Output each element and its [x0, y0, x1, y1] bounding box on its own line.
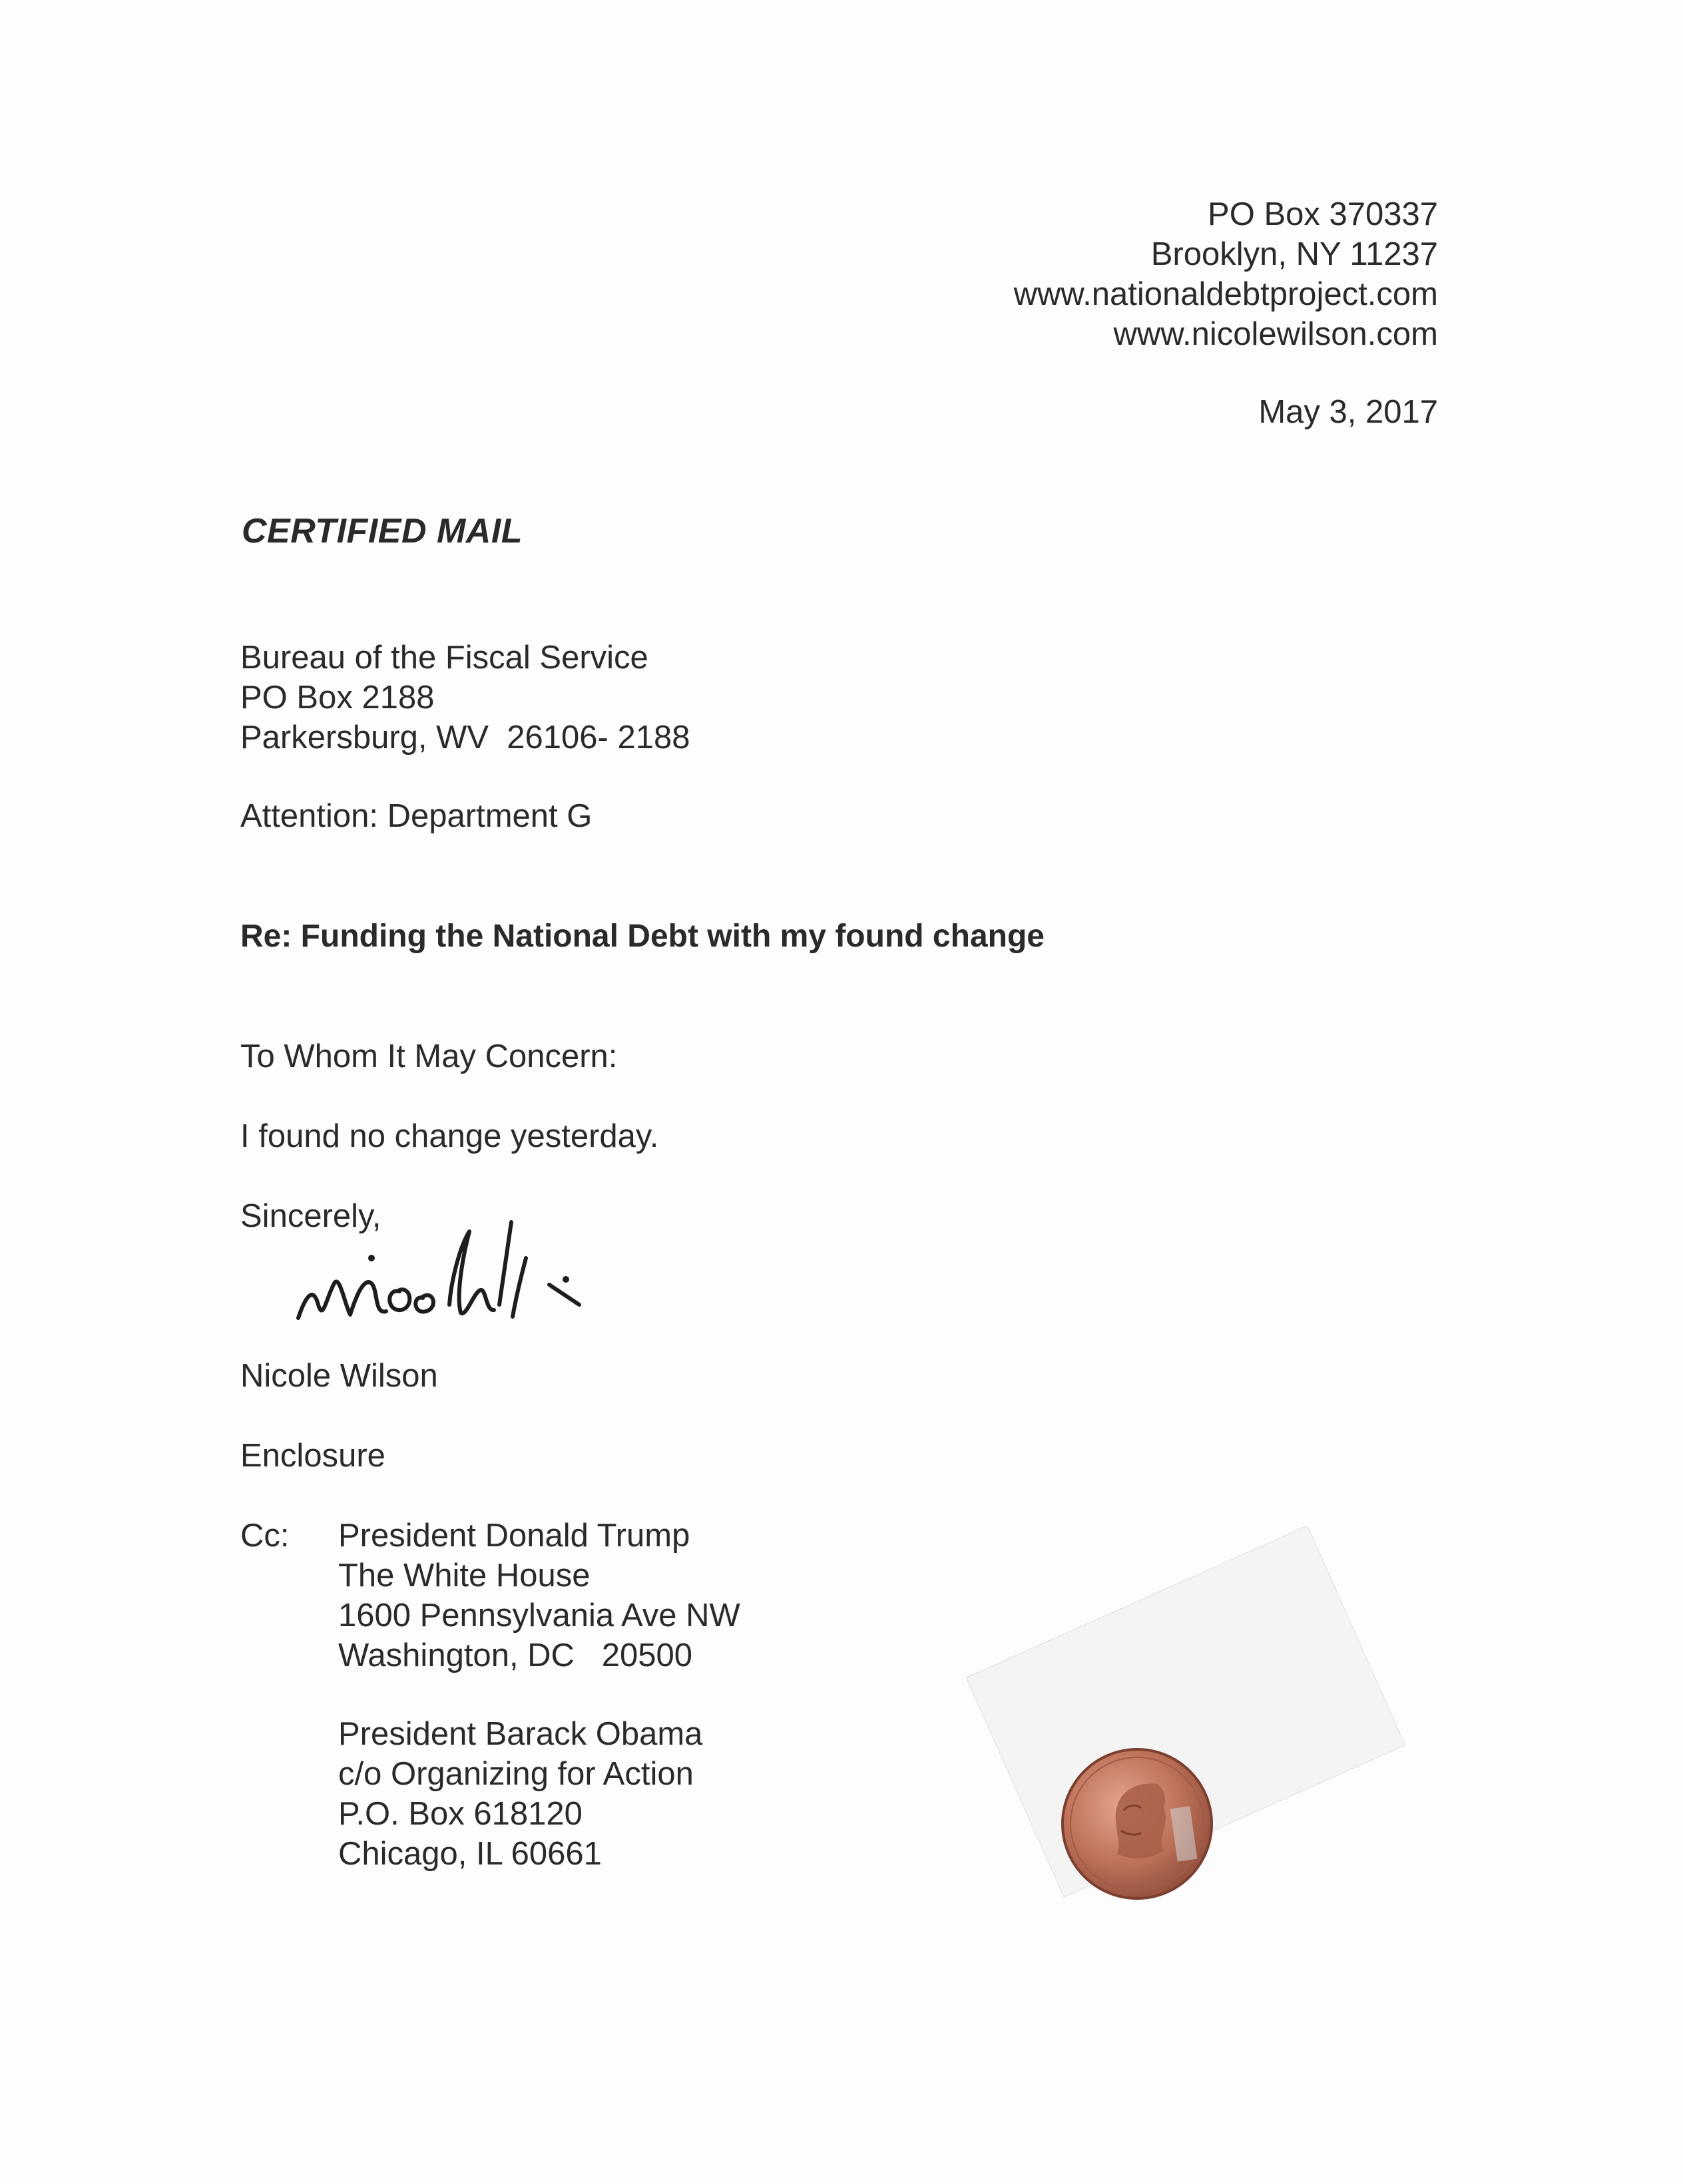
sender-website-2: www.nicolewilson.com	[1113, 316, 1438, 352]
sender-address-line2: Brooklyn, NY 11237	[1150, 236, 1438, 272]
letter-date: May 3, 2017	[1258, 394, 1438, 430]
cc-recipient-2-line1: c/o Organizing for Action	[338, 1756, 694, 1792]
cc-recipient-2	[338, 1714, 702, 1874]
letter-body: I found no change yesterday.	[240, 1118, 659, 1154]
attention-line: Attention: Department G	[240, 798, 593, 834]
cc-label: Cc:	[240, 1518, 290, 1554]
handwritten-signature-icon	[286, 1205, 659, 1338]
sender-website-1: www.nationaldebtproject.com	[1013, 276, 1438, 312]
cc-recipient-1-line1: The White House	[338, 1558, 591, 1594]
subject-line: Re: Funding the National Debt with my found change	[240, 919, 1045, 954]
recipient-address	[240, 638, 690, 758]
signer-name: Nicole Wilson	[240, 1358, 438, 1394]
cc-recipient-1-name: President Donald Trump	[338, 1518, 690, 1554]
certified-mail-heading: CERTIFIED MAIL	[242, 512, 523, 550]
recipient-name: Bureau of the Fiscal Service	[240, 640, 648, 676]
penny-coin-icon	[1057, 1744, 1217, 1904]
enclosure-note: Enclosure	[240, 1438, 385, 1474]
cc-recipient-2-line2: P.O. Box 618120	[338, 1796, 583, 1832]
salutation: To Whom It May Concern:	[240, 1038, 618, 1074]
recipient-address-line2: Parkersburg, WV 26106- 2188	[240, 720, 690, 756]
sender-address-line1: PO Box 370337	[1208, 196, 1438, 232]
cc-recipient-1	[338, 1516, 740, 1675]
cc-recipient-1-line2: 1600 Pennsylvania Ave NW	[338, 1598, 740, 1634]
recipient-address-line1: PO Box 2188	[240, 680, 435, 716]
closing: Sincerely,	[240, 1198, 381, 1234]
cc-recipient-1-line3: Washington, DC 20500	[338, 1638, 693, 1673]
cc-recipient-2-name: President Barack Obama	[338, 1716, 703, 1752]
sender-address	[1014, 194, 1438, 354]
cc-recipient-2-line3: Chicago, IL 60661	[338, 1836, 602, 1872]
